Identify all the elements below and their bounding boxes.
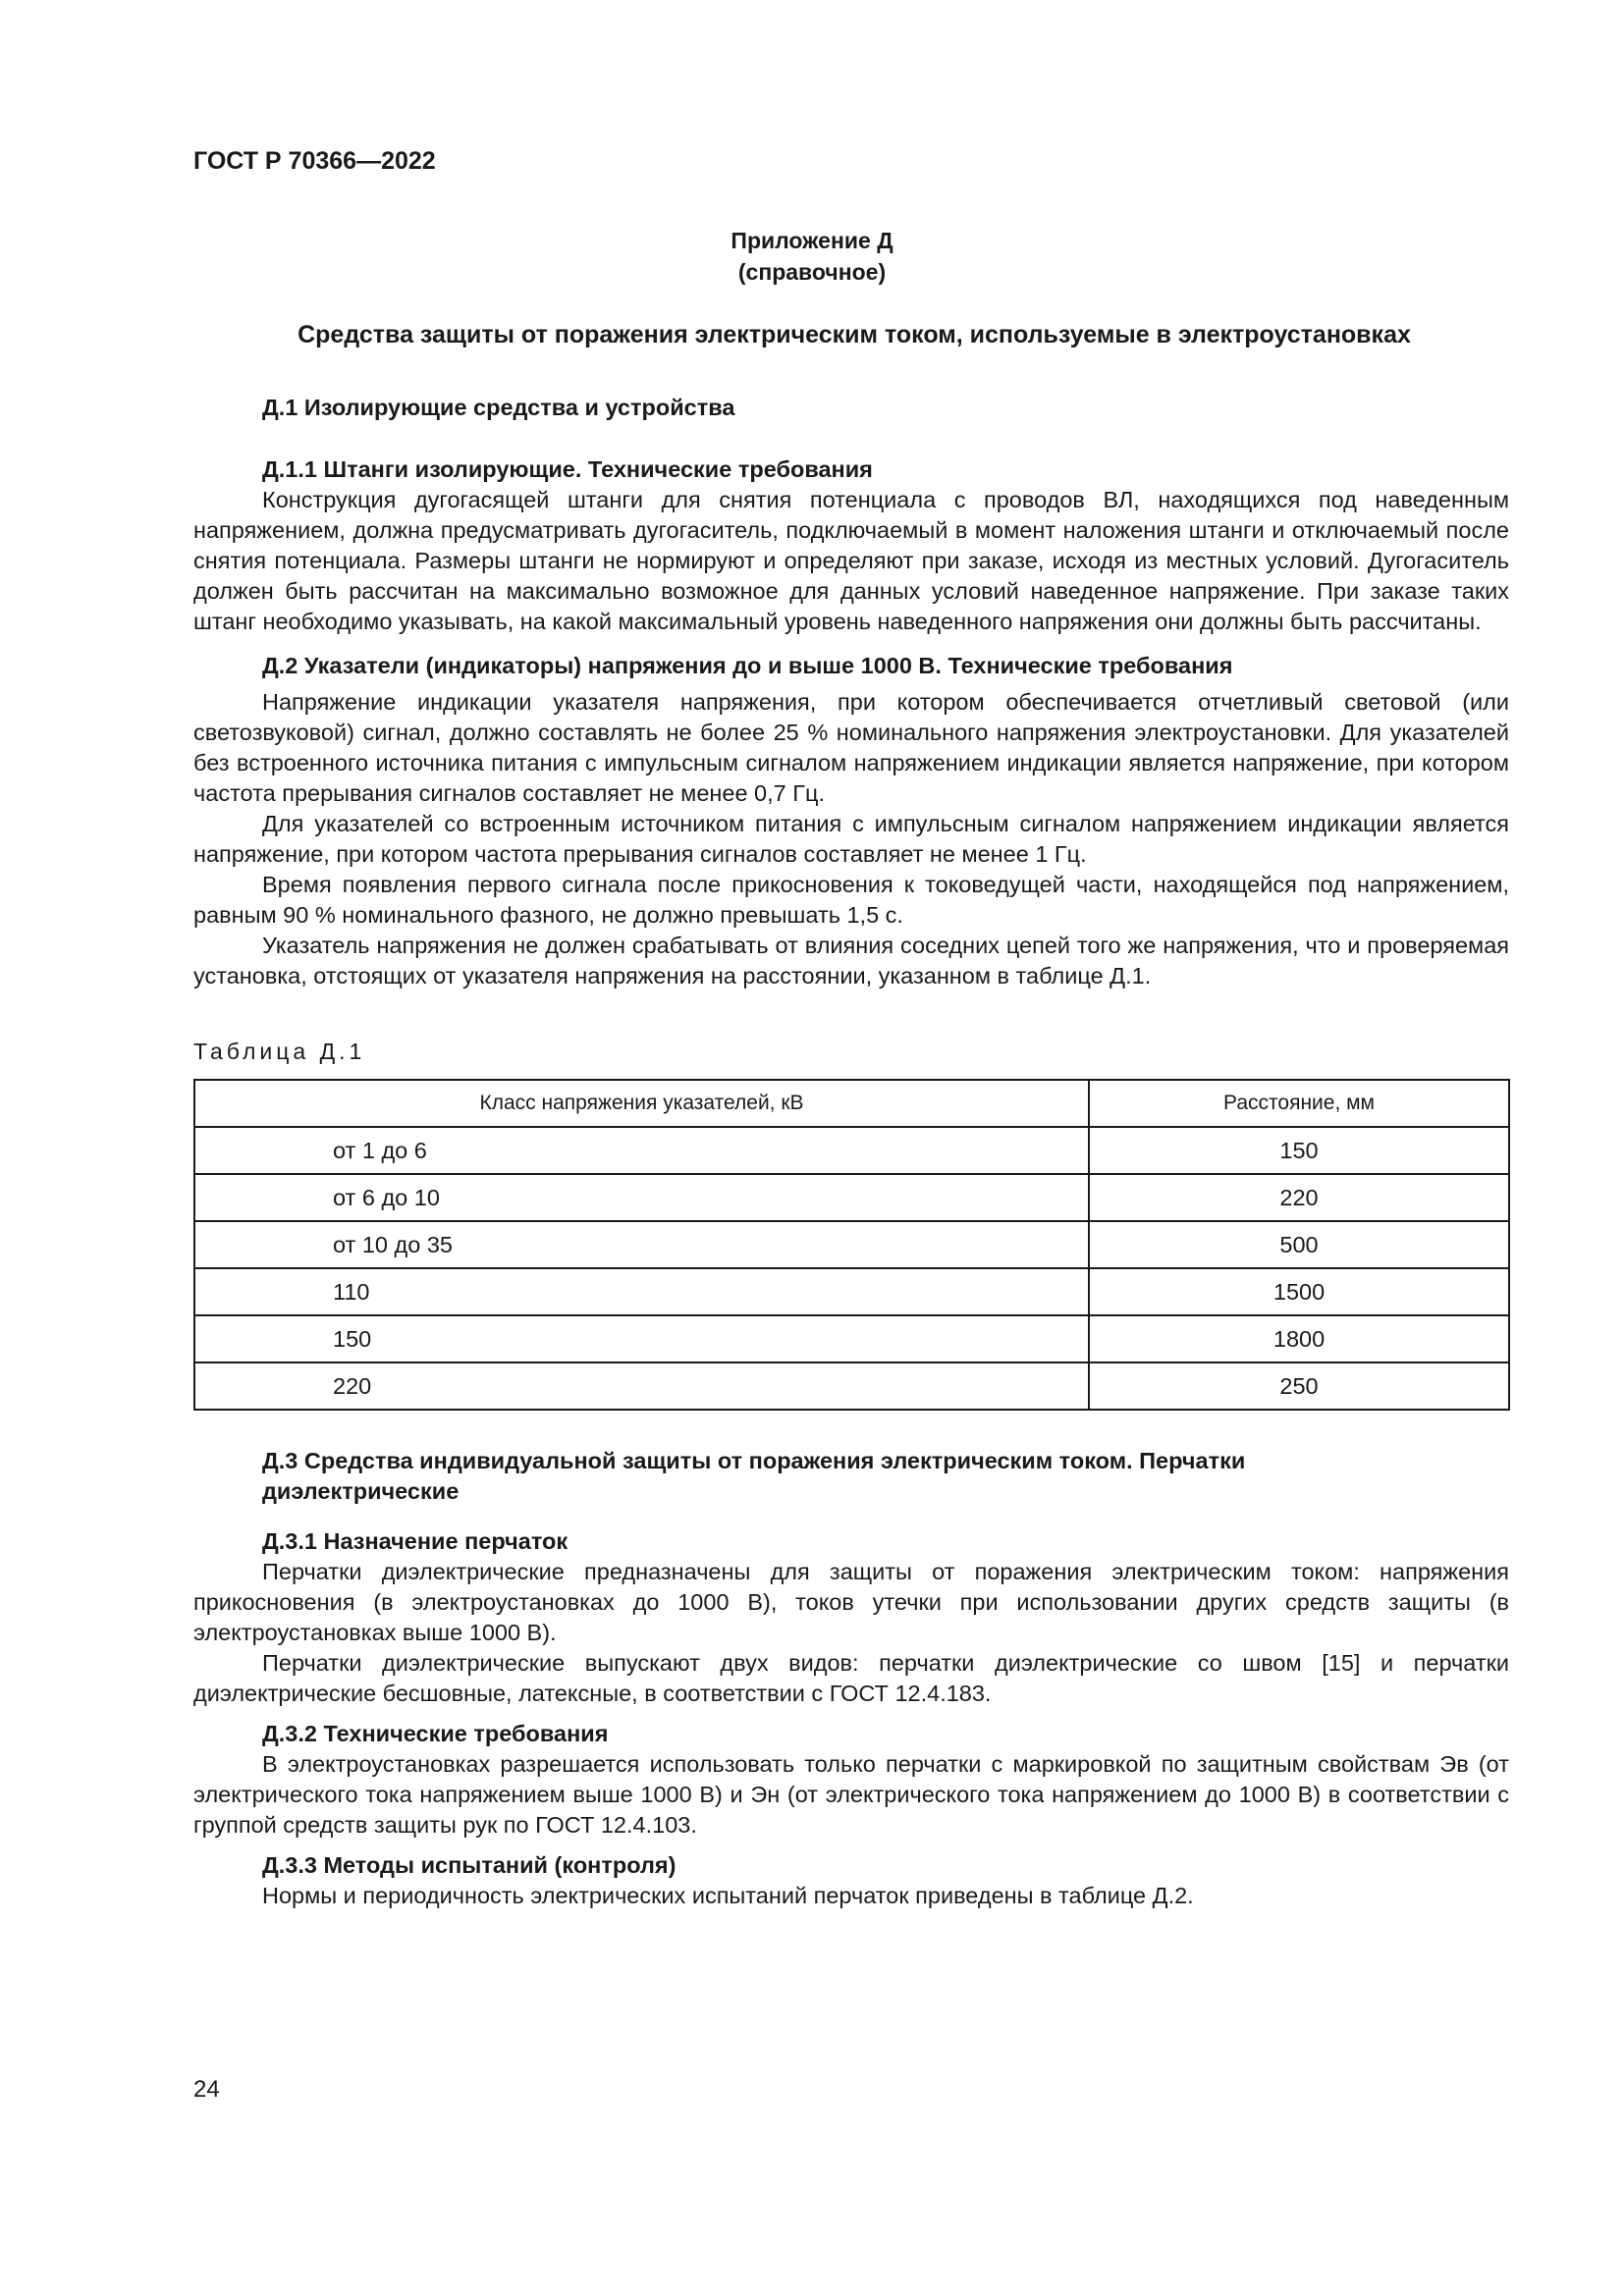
heading-d11: Д.1.1 Штанги изолирующие. Технические требования [262, 456, 873, 482]
appendix-type: (справочное) [737, 259, 887, 285]
table-cell-distance: 220 [1089, 1174, 1509, 1221]
table-cell-voltage: 150 [194, 1315, 1089, 1362]
heading-d31: Д.3.1 Назначение перчаток [262, 1528, 568, 1554]
table-row [194, 1221, 1509, 1268]
heading-d3-line1: Д.3 Средства индивидуальной защиты от поражения электрическим током. Перчатки [262, 1448, 1246, 1473]
table-header-distance: Расстояние, мм [1089, 1080, 1509, 1127]
table-caption: Таблица Д.1 [193, 1039, 366, 1064]
table-row [194, 1315, 1509, 1362]
paragraph-d11: Конструкция дугогасящей штанги для снятия потенциала с проводов ВЛ, находящихся под наведенным напряжением, должна предусматривать дугогаситель, подключаемый в момент наложения штанги и отключаемый после снятия потенциала. Размеры штанги не нормируют и определяют при заказе, исходя из местных условий. Дугогаситель должен быть рассчитан на максимально возможное для данных условий наведенное напряжение. При заказе таких штанг необходимо указывать, на какой максимальный уровень наведенного напряжения они должны быть рассчитаны. [193, 487, 1509, 634]
table-row [194, 1174, 1509, 1221]
table-cell-distance: 150 [1089, 1127, 1509, 1174]
document-title: Средства защиты от поражения электрическим током, используемые в электроустановках [298, 321, 1411, 348]
table-cell-voltage: 110 [194, 1268, 1089, 1315]
paragraph-d33: Нормы и периодичность электрических испытаний перчаток приведены в таблице Д.2. [262, 1883, 1194, 1908]
paragraph-d2-4: Указатель напряжения не должен срабатывать от влияния соседних цепей того же напряжения, что и проверяемая установка, отстоящих от указателя напряжения на расстоянии, указанном в таблице Д.1. [193, 933, 1509, 988]
table-d1 [193, 1079, 1510, 1411]
table-header-row [194, 1080, 1509, 1127]
paragraph-d31-2: Перчатки диэлектрические выпускают двух видов: перчатки диэлектрические со швом [15] и перчатки диэлектрические бесшовные, латексные, в соответствии с ГОСТ 12.4.183. [193, 1650, 1509, 1706]
page-number: 24 [193, 2076, 220, 2103]
heading-d33: Д.3.3 Методы испытаний (контроля) [262, 1852, 677, 1878]
table-header-voltage: Класс напряжения указателей, кВ [194, 1080, 1089, 1127]
table-cell-distance: 250 [1089, 1362, 1509, 1410]
section-d1-d2 [193, 393, 1509, 991]
table-cell-distance: 1800 [1089, 1315, 1509, 1362]
table-row [194, 1127, 1509, 1174]
table-row [194, 1268, 1509, 1315]
table-row [194, 1362, 1509, 1410]
table-cell-voltage: от 1 до 6 [194, 1127, 1089, 1174]
paragraph-d2-3: Время появления первого сигнала после прикосновения к токоведущей части, находящейся под напряжением, равным 90 % номинального фазного, не должно превышать 1,5 с. [193, 872, 1509, 928]
paragraph-d31-1: Перчатки диэлектрические предназначены для защиты от поражения электрическим током: напряжения прикосновения (в электроустановках до 1000 В), токов утечки при использовании других средств защиты (в электроустановках выше 1000 В). [193, 1559, 1509, 1645]
table-cell-distance: 1500 [1089, 1268, 1509, 1315]
heading-d2: Д.2 Указатели (индикаторы) напряжения до и выше 1000 В. Технические требования [262, 653, 1233, 678]
table-cell-distance: 500 [1089, 1221, 1509, 1268]
heading-d3-line2: диэлектрические [262, 1478, 460, 1504]
paragraph-d2-2: Для указателей со встроенным источником питания с импульсным сигналом напряжением индикации является напряжение, при котором частота прерывания сигналов составляет не менее 1 Гц. [193, 811, 1509, 867]
paragraph-d2-1: Напряжение индикации указателя напряжения, при котором обеспечивается отчетливый световой (или светозвуковой) сигнал, должно составлять не более 25 % номинального напряжения электроустановки. Для указателей без встроенного источника питания с импульсным сигналом напряжением индикации является напряжение, при котором частота прерывания сигналов составляет не менее 0,7 Гц. [193, 689, 1509, 806]
table-cell-voltage: от 6 до 10 [194, 1174, 1089, 1221]
appendix-title: Приложение Д [731, 228, 893, 253]
heading-d32: Д.3.2 Технические требования [262, 1721, 609, 1746]
table-cell-voltage: 220 [194, 1362, 1089, 1410]
heading-d1: Д.1 Изолирующие средства и устройства [262, 395, 735, 420]
table-cell-voltage: от 10 до 35 [194, 1221, 1089, 1268]
document-header: ГОСТ Р 70366—2022 [193, 147, 436, 175]
section-d3 [193, 1446, 1509, 1911]
paragraph-d32: В электроустановках разрешается использовать только перчатки с маркировкой по защитным свойствам Эв (от электрического тока напряжением выше 1000 В) и Эн (от электрического тока напряжением до 1000 В) в соответствии с группой средств защиты рук по ГОСТ 12.4.103. [193, 1751, 1509, 1838]
